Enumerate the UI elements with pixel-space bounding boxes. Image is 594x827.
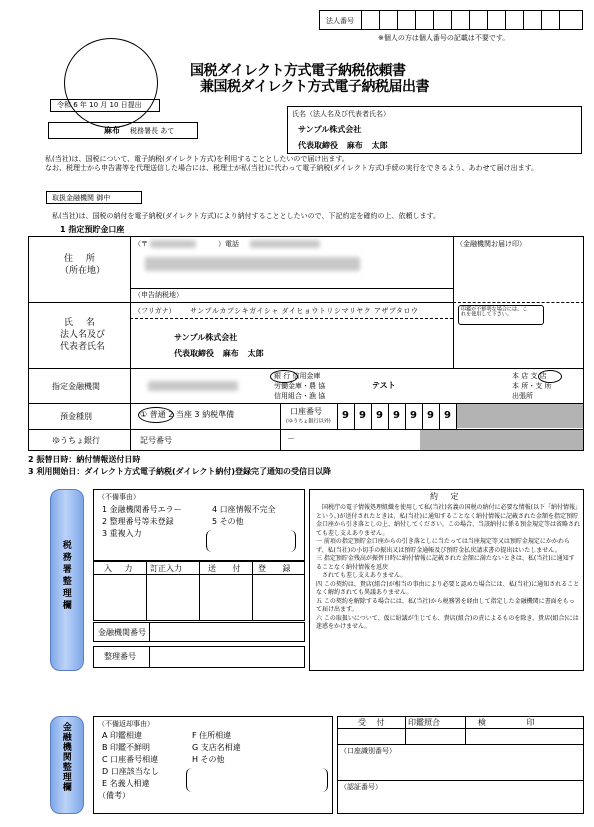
phone-label: ）電話 (218, 240, 239, 248)
reason-c: C 口座番号相違 (102, 755, 159, 764)
institution-name-redacted (148, 381, 238, 391)
account-digit: 9 (427, 410, 434, 421)
col-send: 送 付 (208, 564, 241, 573)
reason-a: A 印鑑相違 (102, 731, 143, 740)
yucho-gray-fill (420, 430, 583, 450)
defect-bracket (206, 530, 296, 552)
intro-paragraph-3: 私(当社)は、国税の納付を電子納税(ダイレクト方式)により納付することとしたいので、下記約定を確約の上、依頼します。 (52, 212, 440, 220)
col-register: 登 録 (258, 564, 291, 573)
remarks-label: （備考） (98, 791, 130, 800)
title-line1: 国税ダイレクト方式電子納税依頼書 (190, 63, 406, 79)
branch-type-2: 本 所・支 所 (512, 382, 552, 390)
return-title: （不備返却事由） (98, 720, 154, 728)
tax-office-suffix: 税務署長 あて (130, 127, 175, 135)
stamp-col-seal: 印鑑照合 (408, 718, 440, 727)
branch-type-1: 本 店 支 店 (512, 372, 547, 380)
postal-code-label: （〒 (134, 240, 148, 248)
account-digit: 9 (410, 410, 417, 421)
agreement-clause-5: 五 この契約を解除する場合には、私(当社)から税務署を経由して指定した金融機関に書面をもって届け出ます。 (316, 597, 575, 614)
address-redacted (145, 257, 360, 271)
defect-5: 5 その他 (212, 517, 244, 526)
defect-4: 4 口座情報不完全 (212, 505, 276, 514)
agreement-clause-6: 六 この取扱いについて、仮に紛議が生じても、貴店(組合)の責によるものを除き、貴店(組合)には迷惑をかけません。 (316, 614, 579, 631)
furigana-label: （フリガナ） (134, 307, 176, 315)
section-3: 3 利用開始日：ダイレクト方式電子納税(ダイレクト納付)登録完了通知の受信日以降 (28, 467, 332, 476)
institution-label: 指定金融機関 (52, 382, 100, 391)
institution-type-2: 労働金庫・農 協 (274, 382, 326, 390)
deposit-type-label: 預金種別 (60, 412, 92, 421)
agreement-clause-2: 一 前項の指定預貯金口座からの引き落としに当たっては当座規定等又は預貯金規定にかかわらず、私(当社)の小切手の振出又は預貯金通帳及び預貯金払戻請求書の提出はいたしません。 (316, 538, 570, 554)
branch-name: テスト (372, 381, 396, 390)
account-number-sub: (ゆうちょ銀行以外) (286, 418, 331, 425)
defect-title: （不備事由） (98, 493, 140, 501)
account-rep: 代表取締役 麻布 太郎 (174, 349, 264, 358)
bank-stamp-box (337, 716, 584, 814)
defect-2: 2 整理番号等未登録 (102, 517, 174, 526)
stamp-col-check: 検 印 (478, 718, 535, 727)
inst-no-label: 金融機関番号 (98, 628, 146, 637)
reason-b: B 印鑑不鮮明 (102, 743, 151, 752)
section-1-title: 1 指定預貯金口座 (60, 225, 125, 234)
name-label-sub1: 法人名及び (60, 330, 106, 340)
account-digit: 9 (359, 410, 366, 421)
reason-bracket (186, 768, 328, 792)
bank-panel-label: 金融機関整理欄 (60, 722, 71, 792)
institution-type-1: 銀 行 信用金庫 (274, 372, 321, 380)
col-input: 入 力 (104, 564, 133, 573)
tax-office-box (48, 122, 198, 139)
title-line2: 兼国税ダイレクト方式電子納税届出書 (200, 79, 429, 95)
seal-note: 印鑑が不鮮明な場合には、これを使用して下さい。 (461, 306, 528, 318)
agreement-clause-3b: されても差し支えありません。 (322, 572, 407, 580)
submission-date: 令和 6 年 10 月 10 日提出 (57, 101, 142, 109)
postal-code-redacted (150, 240, 196, 248)
corp-number-note: ※個人の方は個人番号の記載は不要です。 (378, 34, 510, 42)
bank-seal-label: （金融機関お届け印） (456, 240, 526, 248)
furigana-text: サンプルカブシキガイシャ ダイヒョウトリシマリヤク アザブタロウ (190, 307, 419, 315)
account-company: サンプル株式会社 (174, 333, 238, 342)
reason-g: G 支店名相違 (192, 743, 241, 752)
applicant-company: サンプル株式会社 (298, 125, 362, 134)
section-2: 2 振替日時：納付情報送付日時 (28, 455, 141, 464)
account-digit: 9 (376, 410, 383, 421)
tax-office-name: 麻布 (104, 126, 120, 135)
ref-no-label: 整理番号 (104, 652, 136, 661)
account-number-label: 口座番号 (290, 407, 322, 416)
address-label-sub: （所在地） (60, 266, 106, 276)
agreement-clause-1: 国税庁の電子情報処理組織を使用して私(当社)名義の国税の納付に必要な情報(以下「納付情報」という。)が送付されたときは、私(当社)に通知することなく納付情報に記載された金額を指定預貯金口座から引き落としの上、納付してください。この場合、当該納付に係る預金規定等は省略されても差し支えありません。 (316, 504, 581, 537)
intro-paragraph-1: 私(当社)は、国税について、電子納税(ダイレクト方式)を利用することとしたいので届け出ます。 (45, 155, 349, 163)
agreement-clause-3: 三 指定預貯金残高が振替日時に納付情報に記載された金額に満たないときは、私(当社)に通知することなく納付情報を返戻 (316, 555, 575, 571)
col-correction: 訂正入力 (150, 564, 182, 573)
auth-no-label: （認証番号） (340, 783, 382, 791)
yucho-label: ゆうちょ銀行 (52, 436, 100, 445)
reason-d: D 口座該当なし (102, 767, 159, 776)
bank-attention: 取扱金融機関 御中 (52, 194, 111, 202)
account-digit: 9 (393, 410, 400, 421)
tax-place-label: （申告納税地） (134, 291, 183, 299)
account-gray-fill (457, 404, 583, 428)
tax-office-panel-label: 税務署整理欄 (60, 540, 71, 612)
corp-number-label: 法人番号 (326, 17, 354, 25)
reason-h: H その他 (192, 755, 225, 764)
phone-redacted (250, 240, 320, 248)
agreement-title: 約 定 (430, 492, 459, 501)
bank-id-label: （口座識別番号） (340, 747, 396, 755)
deposit-options: ① 普通 2 当座 3 納税準備 (140, 410, 235, 419)
branch-type-3: 出張所 (512, 392, 533, 400)
stamp-col-receipt: 受 付 (358, 718, 385, 727)
kigo-label: 記号番号 (140, 436, 172, 445)
applicant-label: 氏名（法人名及び代表者氏名） (292, 110, 390, 118)
defect-3: 3 重複入力 (102, 529, 142, 538)
reason-e: E 名義人相違 (102, 779, 150, 788)
intro-paragraph-2: なお、税理士から申告書等を代理送信した場合には、税理士が私(当社)に代わって電子納税(ダイレクト方式)手続の実行をできるよう、あわせて届け出ます。 (45, 164, 539, 172)
applicant-rep: 代表取締役 麻布 太郎 (298, 141, 388, 150)
name-label-sub2: 代表者氏名 (60, 342, 106, 352)
agreement-body (316, 504, 580, 632)
kigo-dash: － (287, 434, 295, 443)
address-label: 住 所 (64, 254, 95, 264)
institution-type-3: 信用組合・漁 協 (274, 392, 326, 400)
account-digit: 9 (444, 410, 451, 421)
agreement-clause-4: 四 この契約は、貴店(組合)が相当の事由により必要と認めた場合には、私(当社)に通知されることなく解約されても異議ありません。 (316, 580, 580, 597)
name-label: 氏 名 (64, 318, 95, 328)
account-digit: 9 (342, 410, 349, 421)
reason-f: F 住所相違 (192, 731, 232, 740)
receipt-stamp-circle (64, 38, 158, 128)
defect-1: 1 金融機関番号エラー (102, 505, 182, 514)
